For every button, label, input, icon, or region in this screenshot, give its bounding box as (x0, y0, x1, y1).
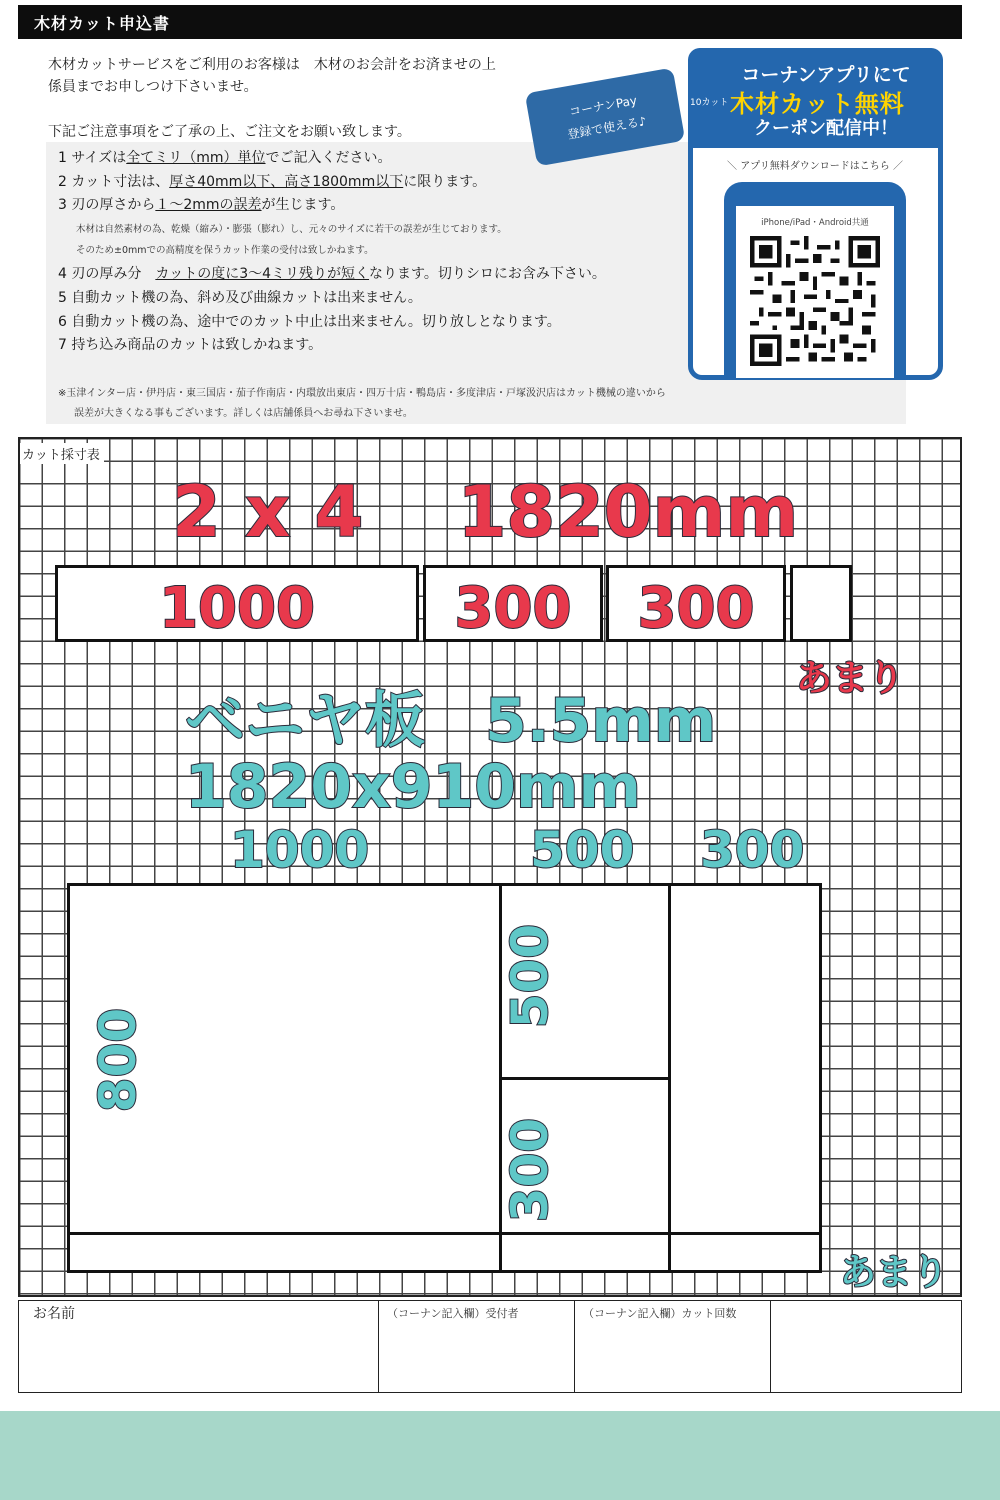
plywood-col-label-1: 1000 (230, 821, 370, 879)
board-piece-3 (606, 565, 786, 642)
board-piece-1-label: 1000 (159, 576, 315, 641)
cut-count-cell[interactable] (574, 1301, 770, 1392)
note-3-sub-1: 木材は自然素材の為、乾燥（縮み）・膨張（膨れ）し、元々のサイズに若干の誤差が生じております。 (76, 224, 507, 235)
phone-label: iPhone/iPad・Android共通 (761, 218, 869, 228)
name-label: お名前 (33, 1306, 75, 1322)
plywood-remainder-right (668, 1232, 822, 1273)
customer-form (18, 1300, 962, 1393)
board-remainder-piece (790, 565, 852, 642)
form-title: 木材カット申込書 (34, 14, 170, 33)
app-ad-line-1: コーナンアプリにて (741, 64, 911, 86)
board-remainder-label: あまり (796, 658, 905, 699)
note-4: 4 刃の厚み分 カットの度に3～4ミリ残りが短くなります。切りシロにお含み下さい。 (58, 266, 606, 282)
plywood-mid-top-wrap (470, 923, 590, 1029)
footer-band (0, 1411, 1000, 1500)
cut-count-label: （コーナン記入欄）カット回数 (583, 1307, 737, 1320)
form-blank-cell[interactable] (770, 1301, 961, 1392)
plywood-col-label-2: 500 (530, 821, 635, 879)
receiver-cell[interactable] (378, 1301, 574, 1392)
board-piece-2-label: 300 (454, 576, 572, 641)
plywood-mid-top-label: 500 (501, 923, 559, 1029)
board-piece-2 (423, 565, 603, 642)
app-ad-line-3: クーポン配信中！ (754, 118, 898, 139)
app-ad-tag: 10カット (690, 98, 729, 108)
note-7: 7 持ち込み商品のカットは致しかねます。 (58, 337, 323, 353)
qr-code-icon[interactable] (750, 236, 880, 366)
footnote-1: ※玉津インター店・伊丹店・東三国店・茄子作南店・内環放出東店・四万十店・鴨島店・多度津店・戸塚汲沢店はカット機械の違いから (58, 388, 666, 399)
note-5: 5 自動カット機の為、斜め及び曲線カットは出来ません。 (58, 290, 422, 306)
board-heading: 2 x 4 1820mm (172, 471, 799, 553)
plywood-mid-bottom-label: 300 (501, 1117, 559, 1223)
plywood-heading-2: 1820x910mm (185, 752, 641, 822)
board-piece-1 (55, 565, 419, 642)
plywood-mid-bottom-wrap (470, 1117, 590, 1223)
note-1: 1 サイズは全てミリ（mm）単位でご記入ください。 (58, 150, 392, 166)
plywood-piece-right (668, 883, 822, 1235)
plywood-remainder-label: あまり (840, 1252, 949, 1293)
konan-pay-bubble: コーナンPay 登録で使える♪ (525, 68, 686, 167)
app-download-label: ＼ アプリ無料ダウンロードはこちら ／ (727, 161, 903, 172)
plywood-remainder-mid (499, 1232, 671, 1273)
plywood-col-label-3: 300 (700, 821, 805, 879)
note-2: 2 カット寸法は、厚さ40mm以下、高さ1800mm以下に限ります。 (58, 174, 487, 190)
note-3-sub-2: そのため±0mmでの高精度を保うカット作業の受付は致しかねます。 (76, 245, 374, 256)
plywood-heading-1: ベニヤ板 5.5mm (185, 686, 717, 756)
plywood-left-height-wrap (58, 1007, 178, 1113)
board-piece-3-label: 300 (637, 576, 755, 641)
note-6: 6 自動カット機の為、途中でのカット中止は出来ません。切り放しとなります。 (58, 314, 561, 330)
plywood-left-height: 800 (89, 1007, 147, 1113)
plywood-remainder-left (67, 1232, 502, 1273)
app-ad-line-2: 木材カット無料 (730, 90, 905, 118)
intro-line-3: 下記ご注意事項をご了承の上、ご注文をお願い致します。 (48, 124, 411, 140)
grid-title: カット採寸表 (20, 443, 104, 464)
intro-line-1: 木材カットサービスをご利用のお客様は 木材のお会計をお済ませの上 (48, 57, 496, 73)
receiver-label: （コーナン記入欄）受付者 (387, 1307, 519, 1320)
footnote-2: 誤差が大きくなる事もございます。詳しくは店舗係員へお尋ね下さいませ。 (74, 408, 413, 419)
note-3: 3 刃の厚さから１～2mmの誤差が生じます。 (58, 197, 345, 213)
intro-line-2: 係員までお申しつけ下さいませ。 (48, 79, 258, 95)
